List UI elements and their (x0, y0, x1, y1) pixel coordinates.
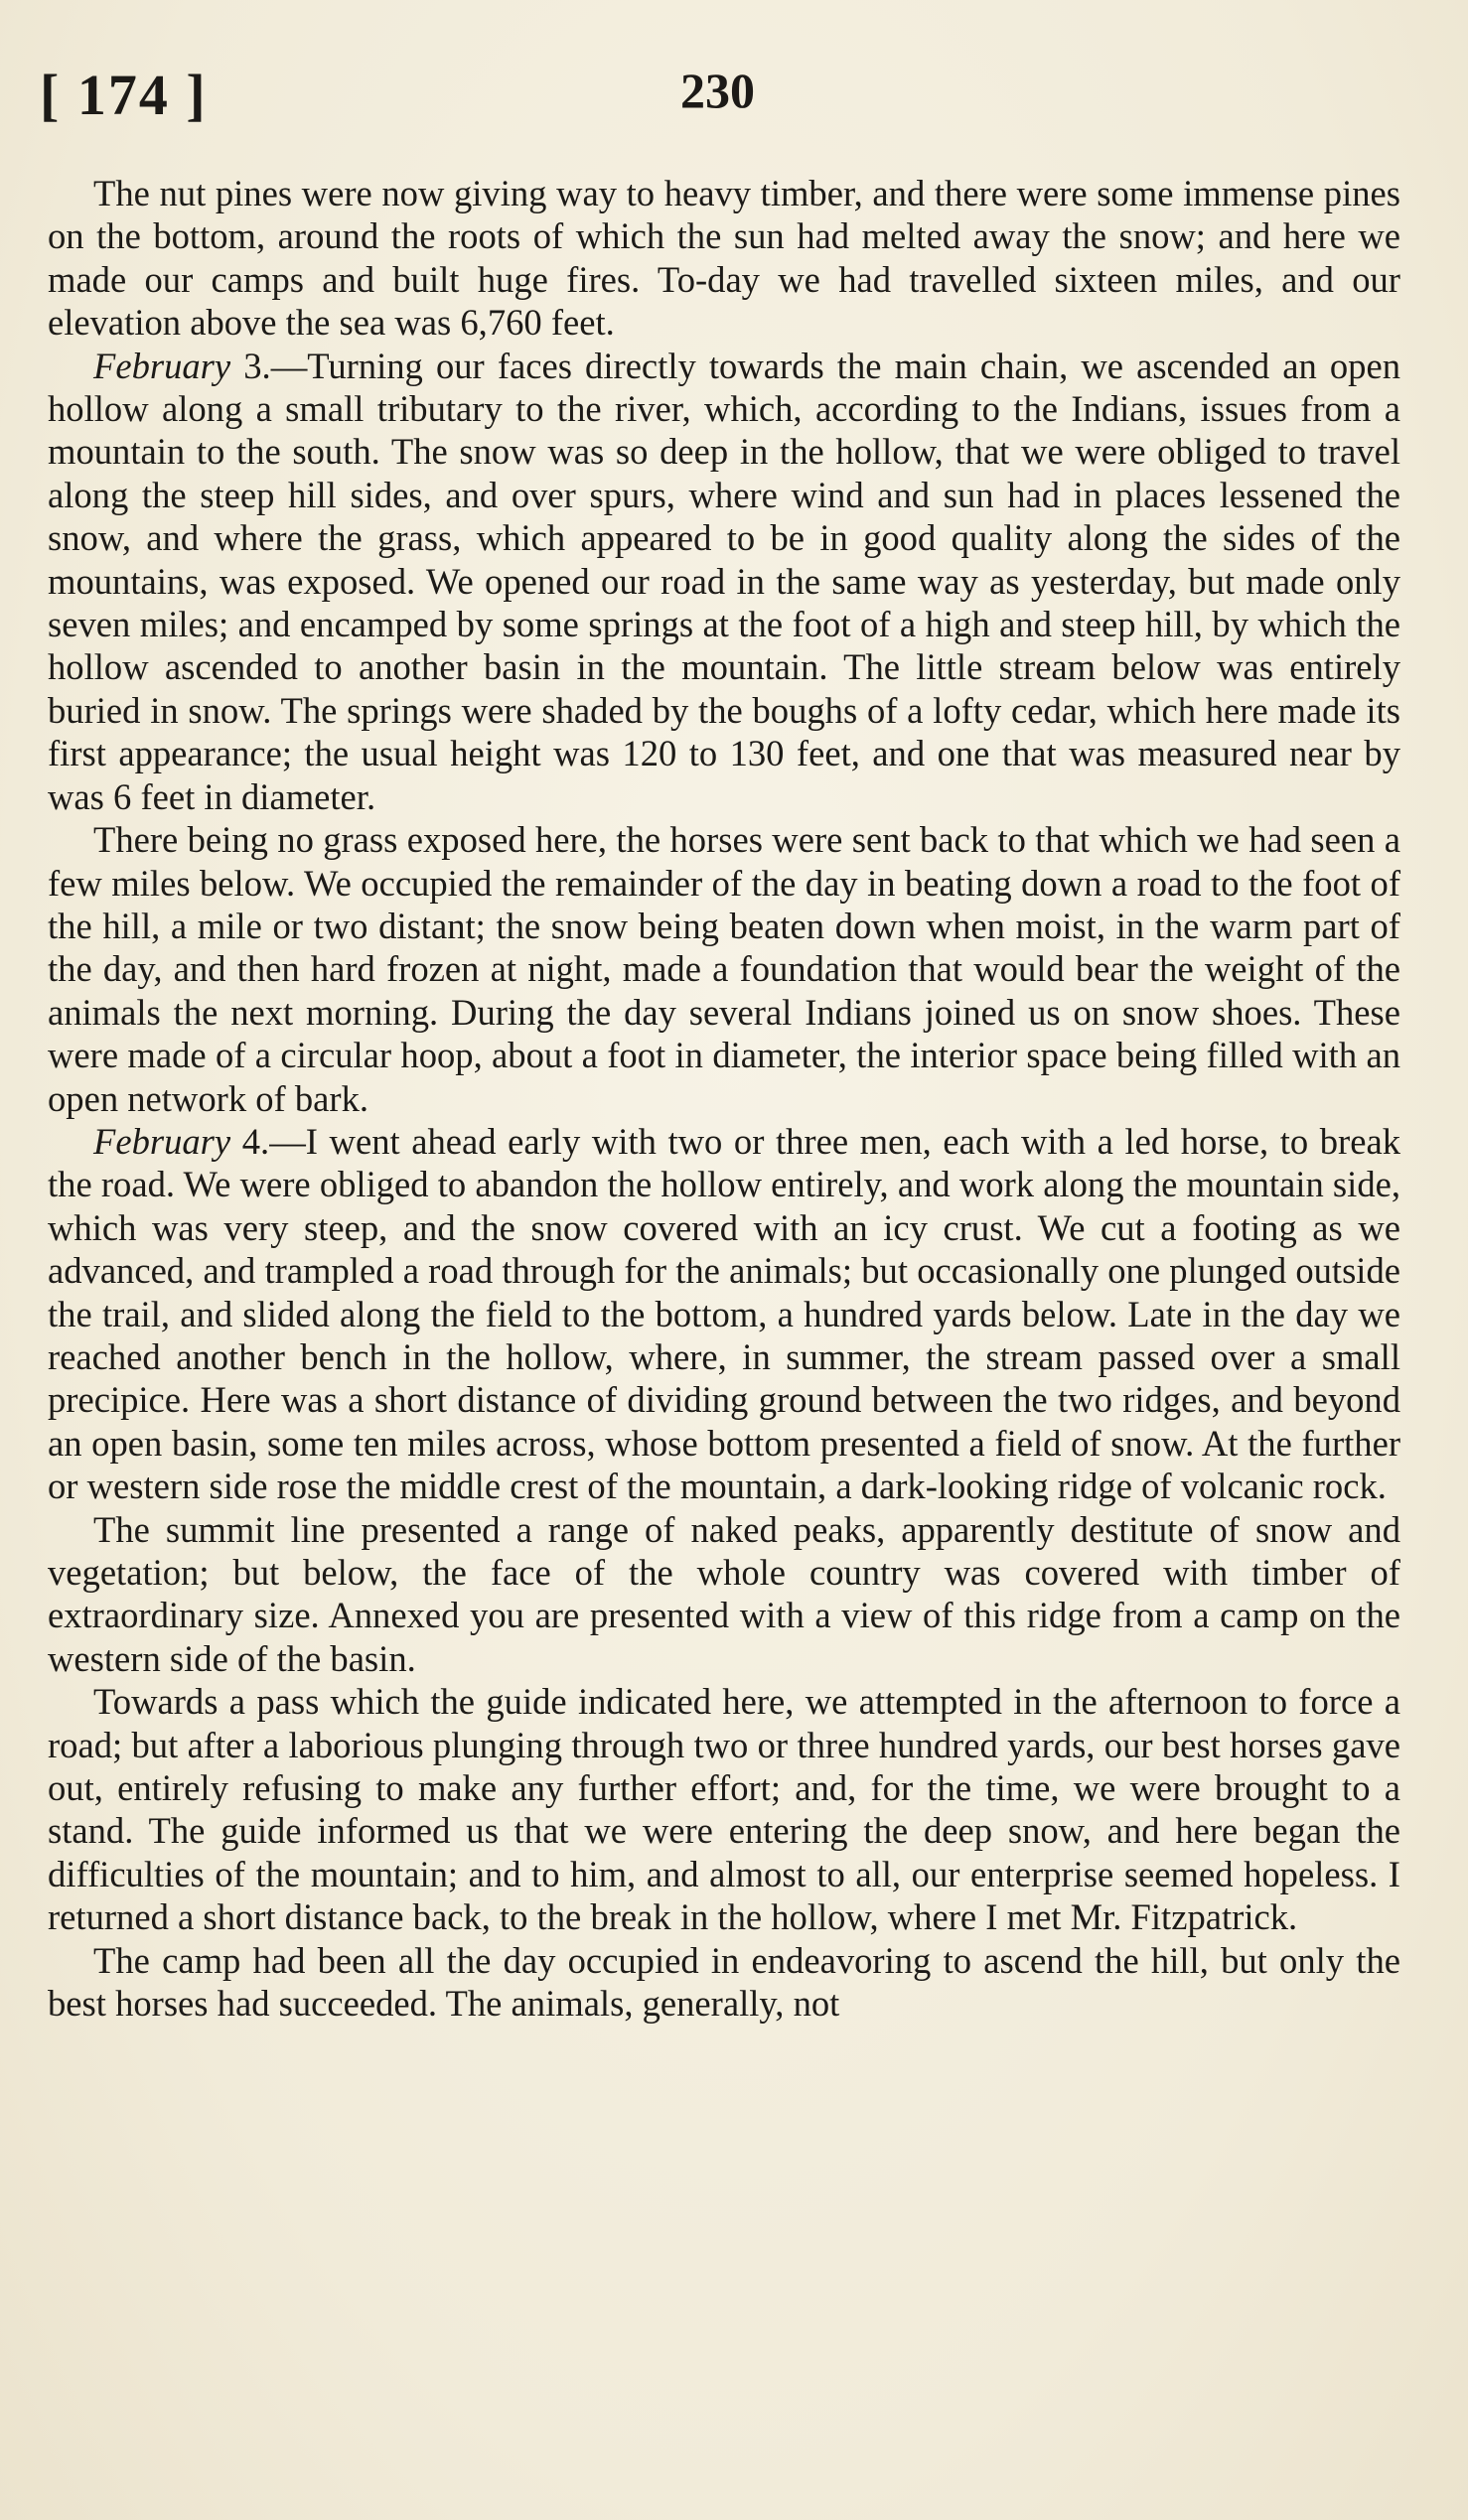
bracketed-page-number: [ 174 ] (40, 63, 208, 127)
entry-date: February (93, 1120, 231, 1162)
paragraph (48, 1939, 1400, 2026)
paragraph-text: 3.—Turning our faces directly towards the main chain, we ascended an open hollow along a small tributary to the river, which, according to the Indians, issues from a mountain to the south. The snow was so deep in the hollow, that we were obliged to travel along the steep hill sides, and over spurs, where wind and sun had in places lessened the snow, and where the grass, which appeared to be in good quality along the sides of the mountains, was exposed. We opened our road in the same way as yesterday, but made only seven miles; and encamped by some springs at the foot of a high and steep hill, by which the hollow ascended to another basin in the mountain. The little stream below was entirely buried in snow. The springs were shaded by the boughs of a lofty cedar, which here made its first appearance; the usual height was 120 to 130 feet, and one that was measured near by was 6 feet in diameter. (48, 345, 1400, 817)
body-text (48, 172, 1400, 2025)
page-header (40, 62, 1430, 141)
paragraph (48, 345, 1400, 818)
paragraph (48, 1120, 1400, 1508)
paragraph (48, 1508, 1400, 1681)
paragraph (48, 818, 1400, 1120)
paragraph-text: There being no grass exposed here, the horses were sent back to that which we had seen a few miles below. We occupied the remainder of the day in beating down a road to the foot of the hill, a mile or two distant; the snow being beaten down when moist, in the warm part of the day, and then hard frozen at night, made a foundation that would bear the weight of the animals the next morning. During the day several Indians joined us on snow shoes. These were made of a circular hoop, about a foot in diameter, the interior space being filled with an open network of bark. (48, 819, 1400, 1119)
paragraph-text: The summit line presented a range of naked peaks, apparently destitute of snow and vegetation; but below, the face of the whole country was covered with timber of extraordinary size. Annexed you are presented with a view of this ridge from a camp on the western side of the basin. (48, 1508, 1400, 1679)
paragraph-text: The camp had been all the day occupied in endeavoring to ascend the hill, but only the best horses had succeeded. The animals, generally, not (48, 1939, 1400, 2025)
page-number: 230 (680, 63, 755, 118)
paragraph-text: 4.—I went ahead early with two or three men, each with a led horse, to break the road. We were obliged to abandon the hollow entirely, and work along the mountain side, which was very steep, and the snow covered with an icy crust. We cut a footing as we advanced, and trampled a road through for the animals; but occasionally one plunged outside the trail, and slided along the field to the bottom, a hundred yards below. Late in the day we reached another bench in the hollow, where, in summer, the stream passed over a small precipice. Here was a short distance of dividing ground between the two ridges, and beyond an open basin, some ten miles across, whose bottom presented a field of snow. At the further or western side rose the middle crest of the mountain, a dark-looking ridge of volcanic rock. (48, 1120, 1400, 1507)
paragraph-text: Towards a pass which the guide indicated here, we attempted in the afternoon to force a road; but after a laborious plunging through two or three hundred yards, our best horses gave out, entirely refusing to make any further effort; and, for the time, we were brought to a stand. The guide informed us that we were entering the deep snow, and here began the difficulties of the mountain; and to him, and almost to all, our enterprise seemed hopeless. I returned a short distance back, to the break in the hollow, where I met Mr. Fitzpatrick. (48, 1681, 1400, 1938)
entry-date: February (93, 345, 231, 386)
paragraph (48, 172, 1400, 345)
paragraph-text: The nut pines were now giving way to heavy timber, and there were some immense pines on the bottom, around the roots of which the sun had melted away the snow; and here we made our camps and built huge fires. To-day we had travelled sixteen miles, and our elevation above the sea was 6,760 feet. (48, 173, 1400, 344)
paragraph (48, 1680, 1400, 1938)
